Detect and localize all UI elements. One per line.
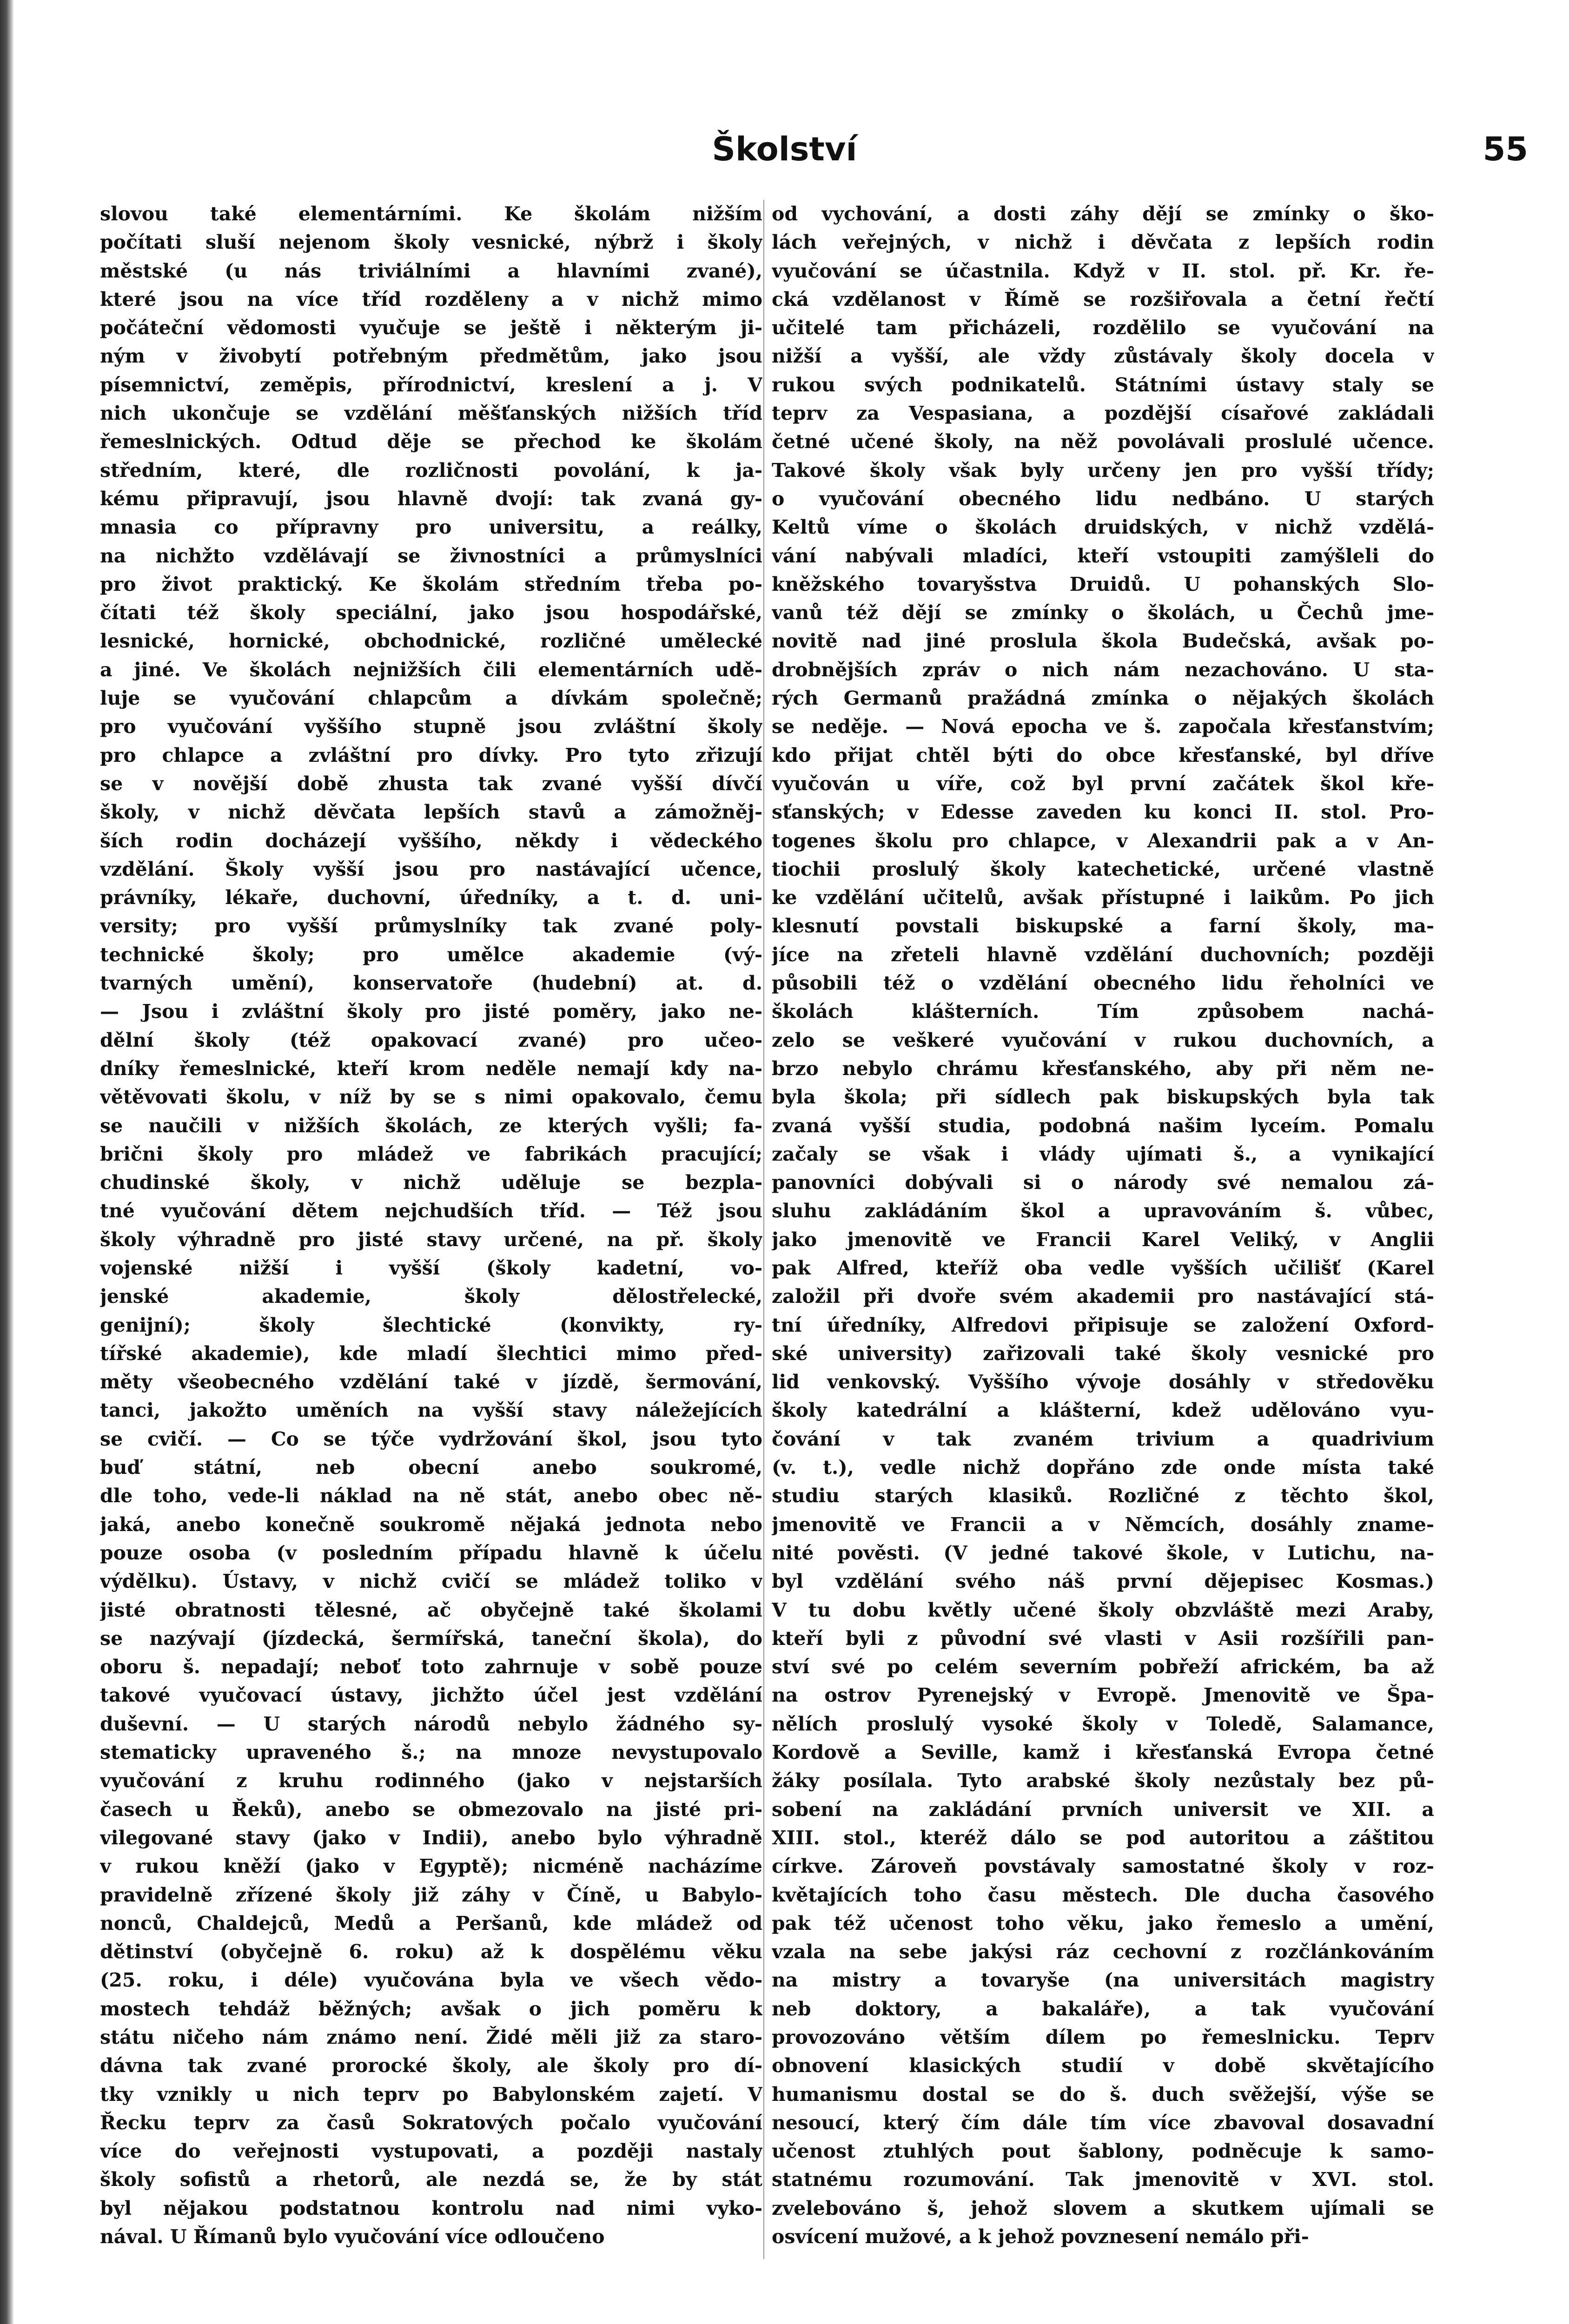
- text-line: pro chlapce a zvláštní pro dívky. Pro tyto zřizují: [100, 744, 762, 766]
- text-line: cká vzdělanost v Římě se rozšiřovala a četní řečtí: [772, 288, 1434, 310]
- text-line: městské (u nás triviálními a hlavními zvané),: [100, 259, 762, 282]
- text-line: měty všeobecného vzdělání také v jízdě, šermování,: [100, 1371, 762, 1393]
- text-line: kdo přijat chtěl býti do obce křesťanské, byl dříve: [772, 744, 1434, 766]
- text-line: neb doktory, a bakaláře), a tak vyučování: [772, 1997, 1434, 2020]
- text-line: počáteční vědomosti vyučuje se ještě i některým ji-: [100, 317, 762, 339]
- text-line: genijní); školy šlechtické (konvikty, ry-: [100, 1314, 762, 1336]
- text-line: Keltů víme o školách druidských, v nichž vzdělá-: [772, 516, 1434, 539]
- text-line: pro život praktický. Ke školám středním třeba po-: [100, 573, 762, 595]
- text-line: pak též učenost toho věku, jako řemeslo a umění,: [772, 1912, 1434, 1934]
- text-line: školy, v nichž děvčata lepších stavů a zámožněj-: [100, 801, 762, 824]
- text-line: tanci, jakožto uměních na vyšší stavy náležejících: [100, 1399, 762, 1422]
- text-line: obnovení klasických studií v době skvětajícího: [772, 2054, 1434, 2077]
- text-line: dle toho, vede-li náklad na ně stát, anebo obec ně-: [100, 1485, 762, 1507]
- text-line: vanů též dějí se zmínky o školách, u Čechů jme-: [772, 601, 1434, 624]
- text-line: pouze osoba (v posledním případu hlavně k účelu: [100, 1541, 762, 1564]
- text-line: o vyučování obecného lidu nedbáno. U starých: [772, 487, 1434, 510]
- text-line: založil při dvoře svém akademii pro nastávající stá-: [772, 1285, 1434, 1308]
- text-line: stematicky upraveného š.; na mnoze nevystupovalo: [100, 1741, 762, 1764]
- text-line: slovou také elementárními. Ke školám nižším: [100, 203, 762, 225]
- text-line: kteří byli z původní své vlasti v Asii rozšířili pan-: [772, 1627, 1434, 1650]
- text-line: technické školy; pro umělce akademie (vý-: [100, 943, 762, 966]
- running-header: Školství: [712, 130, 857, 168]
- text-line: řemeslnických. Odtud děje se přechod ke školám: [100, 430, 762, 453]
- text-line: působili též o vzdělání obecného lidu řeholníci ve: [772, 972, 1434, 995]
- text-line: kému připravují, jsou hlavně dvojí: tak zvaná gy-: [100, 487, 762, 510]
- text-line: nité pověsti. (V jedné takové škole, v Lutichu, na-: [772, 1541, 1434, 1564]
- text-line: dětinství (obyčejně 6. roku) až k dospělému věku: [100, 1941, 762, 1963]
- text-line: na ostrov Pyrenejský v Evropě. Jmenovitě ve Špa-: [772, 1684, 1434, 1707]
- text-line: brzo nebylo chrámu křesťanského, aby při něm ne-: [772, 1057, 1434, 1080]
- text-line: sluhu zakládáním škol a upravováním š. vůbec,: [772, 1200, 1434, 1222]
- text-line: více do veřejnosti vystupovati, a později nastaly: [100, 2140, 762, 2163]
- text-line: rých Germanů pražádná zmínka o nějakých školách: [772, 687, 1434, 710]
- text-line: ších rodin docházejí vyššího, někdy i vědeckého: [100, 829, 762, 852]
- text-line: čování v tak zvaném trivium a quadrivium: [772, 1427, 1434, 1450]
- text-line: a jiné. Ve školách nejnižších čili elementárních udě-: [100, 658, 762, 681]
- text-line: tvarných umění), konservatoře (hudební) at. d.: [100, 972, 762, 995]
- text-line: teprv za Vespasiana, a pozdější císařové zakládali: [772, 402, 1434, 425]
- text-line: jenské akademie, školy dělostřelecké,: [100, 1285, 762, 1308]
- text-line: tné vyučování dětem nejchudších tříd. — Též jsou: [100, 1200, 762, 1222]
- text-line: květajících toho času městech. Dle ducha časového: [772, 1883, 1434, 1906]
- text-line: togenes školu pro chlapce, v Alexandrii pak a v An-: [772, 829, 1434, 852]
- text-line: humanismu dostal se do š. duch svěžejší, výše se: [772, 2083, 1434, 2106]
- text-line: sťanských; v Edesse zaveden ku konci II. stol. Pro-: [772, 801, 1434, 824]
- text-line: byl nějakou podstatnou kontrolu nad nimi vyko-: [100, 2197, 762, 2219]
- text-line: zvaná vyšší studia, podobná našim lyceím. Pomalu: [772, 1114, 1434, 1137]
- text-line: větěvovati školu, v níž by se s nimi opakovalo, čemu: [100, 1086, 762, 1109]
- page-number: 55: [1483, 130, 1528, 168]
- text-line: V tu dobu květly učené školy obzvláště mezi Araby,: [772, 1598, 1434, 1621]
- text-line: vilegované stavy (jako v Indii), anebo bylo výhradně: [100, 1826, 762, 1849]
- text-line: čítati též školy speciální, jako jsou hospodářské,: [100, 601, 762, 624]
- text-line: studiu starých klasiků. Rozličné z těchto škol,: [772, 1485, 1434, 1507]
- left-column: [100, 200, 762, 2259]
- text-line: se naučili v nižších školách, ze kterých vyšli; fa-: [100, 1114, 762, 1137]
- text-line: kněžského tovaryšstva Druidů. U pohanských Slo-: [772, 573, 1434, 595]
- text-line: sobení na zakládání prvních universit ve XII. a: [772, 1798, 1434, 1821]
- text-line: školách klášterních. Tím způsobem nachá-: [772, 1000, 1434, 1023]
- text-line: vzala na sebe jakýsi ráz cechovní z rozčlánkováním: [772, 1941, 1434, 1963]
- text-line: vojenské nižší i vyšší (školy kadetní, vo-: [100, 1256, 762, 1279]
- text-line: pro vyučování vyššího stupně jsou zvláštní školy: [100, 715, 762, 738]
- text-line: zelo se veškeré vyučování v rukou duchovních, a: [772, 1029, 1434, 1051]
- text-line: byla škola; při sídlech pak biskupských byla tak: [772, 1086, 1434, 1109]
- text-line: takové vyučovací ústavy, jichžto účel jest vzdělání: [100, 1684, 762, 1707]
- text-line: versity; pro vyšší průmyslníky tak zvané poly-: [100, 915, 762, 938]
- page-binding-edge: [0, 0, 14, 2324]
- right-column: [772, 200, 1434, 2259]
- text-line: panovníci dobývali si o národy své nemalou zá-: [772, 1171, 1434, 1194]
- text-line: jako jmenovitě ve Francii Karel Veliký, v Anglii: [772, 1228, 1434, 1251]
- text-line: církve. Zároveň povstávaly samostatné školy v roz-: [772, 1855, 1434, 1878]
- text-line: nělích proslulý vysoké školy v Toledě, Salamance,: [772, 1712, 1434, 1735]
- text-line: provozováno větším dílem po řemeslnicku. Teprv: [772, 2026, 1434, 2048]
- text-line: nával. U Římanů bylo vyučování více odloučeno: [100, 2225, 605, 2248]
- text-line: klesnutí povstali biskupské a farní školy, ma-: [772, 915, 1434, 938]
- text-line: vyučování z kruhu rodinného (jako v nejstarších: [100, 1769, 762, 1792]
- text-line: se v novější době zhusta tak zvané vyšší dívčí: [100, 772, 762, 795]
- text-line: vyučován u víře, což byl první začátek škol kře-: [772, 772, 1434, 795]
- text-line: jmenovitě ve Francii a v Němcích, dosáhly zname-: [772, 1513, 1434, 1536]
- text-line: vzdělání. Školy vyšší jsou pro nastávající učence,: [100, 858, 762, 880]
- text-line: v rukou kněží (jako v Egyptě); nicméně nacházíme: [100, 1855, 762, 1878]
- text-line: byl vzdělání svého náš první dějepisec Kosmas.): [772, 1570, 1434, 1593]
- text-line: školy katedrální a klášterní, kdež udělováno vyu-: [772, 1399, 1434, 1422]
- text-line: lid venkovský. Vyššího vývoje dosáhly v středověku: [772, 1371, 1434, 1393]
- text-line: žáky posílala. Tyto arabské školy nezůstaly bez pů-: [772, 1769, 1434, 1792]
- text-line: brični školy pro mládež ve fabrikách pracující;: [100, 1142, 762, 1165]
- text-line: osvícení mužové, a k jehož povznesení nemálo při-: [772, 2225, 1309, 2248]
- text-line: které jsou na více tříd rozděleny a v nichž mimo: [100, 288, 762, 310]
- text-line: chudinské školy, v nichž uděluje se bezpla-: [100, 1171, 762, 1194]
- text-line: buď státní, neb obecní anebo soukromé,: [100, 1456, 762, 1479]
- text-line: počítati sluší nejenom školy vesnické, nýbrž i školy: [100, 231, 762, 254]
- text-line: školy výhradně pro jisté stavy určené, na př. školy: [100, 1228, 762, 1251]
- text-line: Kordově a Seville, kamž i křesťanská Evropa četné: [772, 1741, 1434, 1764]
- text-line: vání nabývali mladíci, kteří vstoupiti zamýšleli do: [772, 544, 1434, 567]
- text-line: časech u Řeků), anebo se obmezovalo na jisté pri-: [100, 1798, 762, 1821]
- column-divider: [763, 200, 764, 2259]
- text-line: četné učené školy, na něž povolávali proslulé učence.: [772, 430, 1434, 453]
- text-line: pak Alfred, kteříž oba vedle vyšších učilišť (Karel: [772, 1256, 1434, 1279]
- text-line: rukou svých podnikatelů. Státními ústavy staly se: [772, 373, 1434, 396]
- text-line: dělní školy (též opakovací zvané) pro učeo-: [100, 1029, 762, 1051]
- text-line: výdělku). Ústavy, v nichž cvičí se mládež toliko v: [100, 1570, 762, 1593]
- text-line: se neděje. — Nová epocha ve š. započala křesťanstvím;: [772, 715, 1434, 738]
- text-line: lách veřejných, v nichž i děvčata z lepších rodin: [772, 231, 1434, 254]
- text-line: nich ukončuje se vzdělání měšťanských nižších tříd: [100, 402, 762, 425]
- text-line: na mistry a tovaryše (na universitách magistry: [772, 1969, 1434, 1992]
- text-line: oboru š. nepadají; neboť toto zahrnuje v sobě pouze: [100, 1656, 762, 1678]
- text-line: mostech tehdáž běžných; avšak o jich poměru k: [100, 1997, 762, 2020]
- text-line: ské university) zařizovali také školy vesnické pro: [772, 1342, 1434, 1365]
- text-line: duševní. — U starých národů nebylo žádného sy-: [100, 1712, 762, 1735]
- text-line: — Jsou i zvláštní školy pro jisté poměry, jako ne-: [100, 1000, 762, 1023]
- text-line: jaká, anebo konečně soukromě nějaká jednota nebo: [100, 1513, 762, 1536]
- text-line: (v. t.), vedle nichž dopřáno zde onde místa také: [772, 1456, 1434, 1479]
- text-line: drobnějších zpráv o nich nám nezachováno. U sta-: [772, 658, 1434, 681]
- text-line: učitelé tam přicházeli, rozdělilo se vyučování na: [772, 317, 1434, 339]
- text-line: se cvičí. — Co se týče vydržování škol, jsou tyto: [100, 1427, 762, 1450]
- text-line: dávna tak zvané prorocké školy, ale školy pro dí-: [100, 2054, 762, 2077]
- text-line: písemnictví, zeměpis, přírodnictví, kreslení a j. V: [100, 373, 762, 396]
- text-line: právníky, lékaře, duchovní, úředníky, a t. d. uni-: [100, 886, 762, 909]
- text-line: Řecku teprv za časů Sokratových počalo vyučování: [100, 2111, 762, 2134]
- text-line: tířské akademie), kde mladí šlechtici mimo před-: [100, 1342, 762, 1365]
- text-line: dníky řemeslnické, kteří krom neděle nemají kdy na-: [100, 1057, 762, 1080]
- text-line: ným v živobytí potřebným předmětům, jako jsou: [100, 345, 762, 368]
- text-line: jíce na zřeteli hlavně vzdělání duchovních; později: [772, 943, 1434, 966]
- text-line: tky vznikly u nich teprv po Babylonském zajetí. V: [100, 2083, 762, 2106]
- text-line: jisté obratnosti tělesné, ač obyčejně také školami: [100, 1598, 762, 1621]
- text-line: mnasia co přípravny pro universitu, a reálky,: [100, 516, 762, 539]
- text-line: pravidelně zřízené školy již záhy v Číně, u Babylo-: [100, 1883, 762, 1906]
- text-line: na nichžto vzdělávají se živnostníci a průmyslníci: [100, 544, 762, 567]
- text-line: Takové školy však byly určeny jen pro vyšší třídy;: [772, 459, 1434, 482]
- text-line: ství své po celém severním pobřeží africkém, ba až: [772, 1656, 1434, 1678]
- text-line: tní úředníky, Alfredovi připisuje se založení Oxford-: [772, 1314, 1434, 1336]
- text-line: luje se vyučování chlapcům a dívkám společně;: [100, 687, 762, 710]
- text-line: učenost ztuhlých pout šablony, podněcuje k samo-: [772, 2140, 1434, 2163]
- text-line: nonců, Chaldejců, Medů a Peršanů, kde mládež od: [100, 1912, 762, 1934]
- text-line: nesoucí, který čím dále tím více zbavoval dosavadní: [772, 2111, 1434, 2134]
- text-line: (25. roku, i déle) vyučována byla ve všech vědo-: [100, 1969, 762, 1992]
- text-line: vyučování se účastnila. Když v II. stol. př. Kr. ře-: [772, 259, 1434, 282]
- text-line: se nazývají (jízdecká, šermířská, taneční škola), do: [100, 1627, 762, 1650]
- text-line: XIII. stol., kteréž dálo se pod autoritou a záštitou: [772, 1826, 1434, 1849]
- text-line: lesnické, hornické, obchodnické, rozličné umělecké: [100, 630, 762, 653]
- text-line: státu ničeho nám známo není. Židé měli již za staro-: [100, 2026, 762, 2048]
- text-line: tiochii proslulý školy katechetické, určené vlastně: [772, 858, 1434, 880]
- text-line: školy sofistů a rhetorů, ale nezdá se, že by stát: [100, 2168, 762, 2191]
- text-line: zvelebováno š, jehož slovem a skutkem ujímali se: [772, 2197, 1434, 2219]
- text-line: ke vzdělání učitelů, avšak přístupné i laikům. Po jich: [772, 886, 1434, 909]
- text-line: od vychování, a dosti záhy dějí se zmínky o ško-: [772, 203, 1434, 225]
- text-line: začaly se však i vlády ujímati š., a vynikající: [772, 1142, 1434, 1165]
- text-line: novitě nad jiné proslula škola Budečská, avšak po-: [772, 630, 1434, 653]
- text-line: středním, které, dle rozličnosti povolání, k ja-: [100, 459, 762, 482]
- text-line: nižší a vyšší, ale vždy zůstávaly školy docela v: [772, 345, 1434, 368]
- text-line: statnému rozumování. Tak jmenovitě v XVI. stol.: [772, 2168, 1434, 2191]
